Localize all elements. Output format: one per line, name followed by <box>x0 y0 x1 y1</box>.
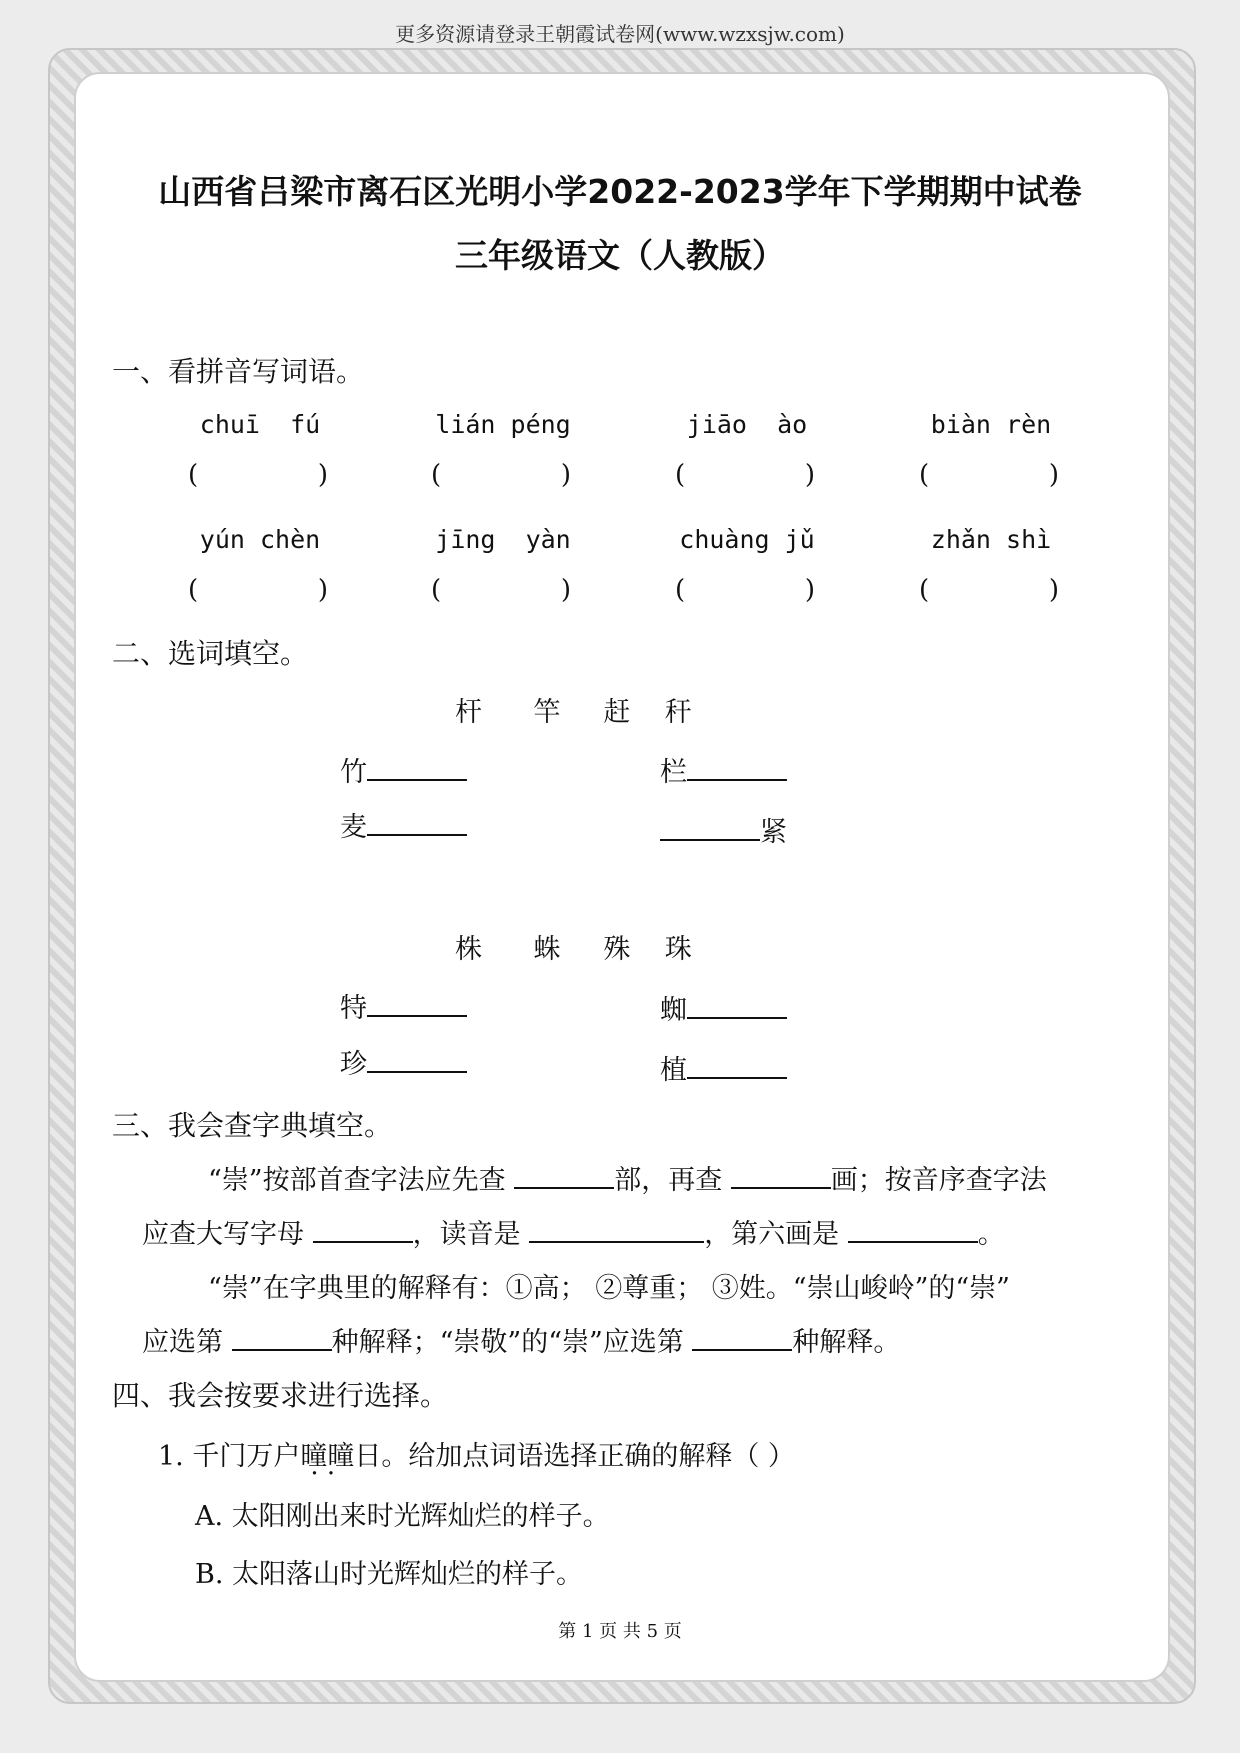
dictionary-line3: “崇”在字典里的解释有：①高； ②尊重； ③姓。“崇山峻岭”的“崇” <box>208 1273 1010 1304</box>
option-b[interactable]: B. 太阳落山时光辉灿烂的样子。 <box>195 1559 584 1590</box>
site-header: 更多资源请登录王朝霞试卷网(www.wzxsjw.com) <box>395 22 845 46</box>
answer-paren[interactable]: ( ) <box>919 575 1059 605</box>
answer-paren[interactable]: ( ) <box>919 460 1059 490</box>
pinyin: jiāo ào <box>686 410 808 439</box>
answer-paren[interactable]: ( ) <box>431 575 571 605</box>
answer-paren[interactable]: ( ) <box>188 460 328 490</box>
pinyin: yún chèn <box>199 525 321 554</box>
pinyin: zhǎn shì <box>930 525 1052 554</box>
answer-paren[interactable]: ( ) <box>675 460 815 490</box>
blank[interactable] <box>529 1215 704 1243</box>
page-number: 第 1 页 共 5 页 <box>558 1621 682 1642</box>
pinyin: jīng yàn <box>435 525 571 554</box>
section4-heading: 四、我会按要求进行选择。 <box>112 1379 449 1412</box>
question-1: 1. 千门万户曈曈 · ·日。给加点词语选择正确的解释（ ） <box>158 1434 795 1473</box>
section1-heading: 一、看拼音写词语。 <box>112 355 365 388</box>
section3-heading: 三、我会查字典填空。 <box>112 1109 393 1142</box>
blank[interactable] <box>731 1161 831 1189</box>
exam-title: 山西省吕梁市离石区光明小学2022-2023学年下学期期中试卷 <box>158 172 1082 211</box>
dictionary-line1: “崇”按部首查字法应先查 部，再查 画；按音序查字法 <box>208 1158 1047 1197</box>
fill-item[interactable]: 紧 <box>660 810 787 849</box>
fill-item[interactable]: 特 <box>340 986 467 1025</box>
pinyin: biàn rèn <box>930 410 1052 439</box>
dictionary-line4: 应选第 种解释；“崇敬”的“崇”应选第 种解释。 <box>142 1320 900 1359</box>
word-choices: 株 蛛 殊 珠 <box>455 934 692 965</box>
blank[interactable] <box>692 1323 792 1351</box>
fill-item[interactable]: 珍 <box>340 1042 467 1081</box>
blank[interactable] <box>848 1215 978 1243</box>
answer-paren[interactable]: ( ) <box>188 575 328 605</box>
option-a[interactable]: A. 太阳刚出来时光辉灿烂的样子。 <box>195 1501 610 1532</box>
answer-paren[interactable]: ( ) <box>431 460 571 490</box>
fill-item[interactable]: 植 <box>660 1048 787 1087</box>
fill-item[interactable]: 竹 <box>340 750 467 789</box>
dictionary-line2: 应查大写字母 ，读音是 ，第六画是 。 <box>142 1212 1005 1251</box>
exam-subtitle: 三年级语文（人教版） <box>455 236 785 275</box>
word-choices: 杆 竿 赶 秆 <box>455 697 692 728</box>
dotted-word: 曈曈 · · <box>300 1441 354 1472</box>
fill-item[interactable]: 栏 <box>660 750 787 789</box>
pinyin: chuī fú <box>199 410 321 439</box>
answer-paren[interactable]: ( ) <box>675 575 815 605</box>
pinyin: lián péng <box>435 410 571 439</box>
fill-item[interactable]: 麦 <box>340 805 467 844</box>
blank[interactable] <box>232 1323 332 1351</box>
fill-item[interactable]: 蜘 <box>660 988 787 1027</box>
section2-heading: 二、选词填空。 <box>112 637 309 670</box>
blank[interactable] <box>514 1161 614 1189</box>
pinyin: chuàng jǔ <box>679 525 815 554</box>
blank[interactable] <box>313 1215 413 1243</box>
